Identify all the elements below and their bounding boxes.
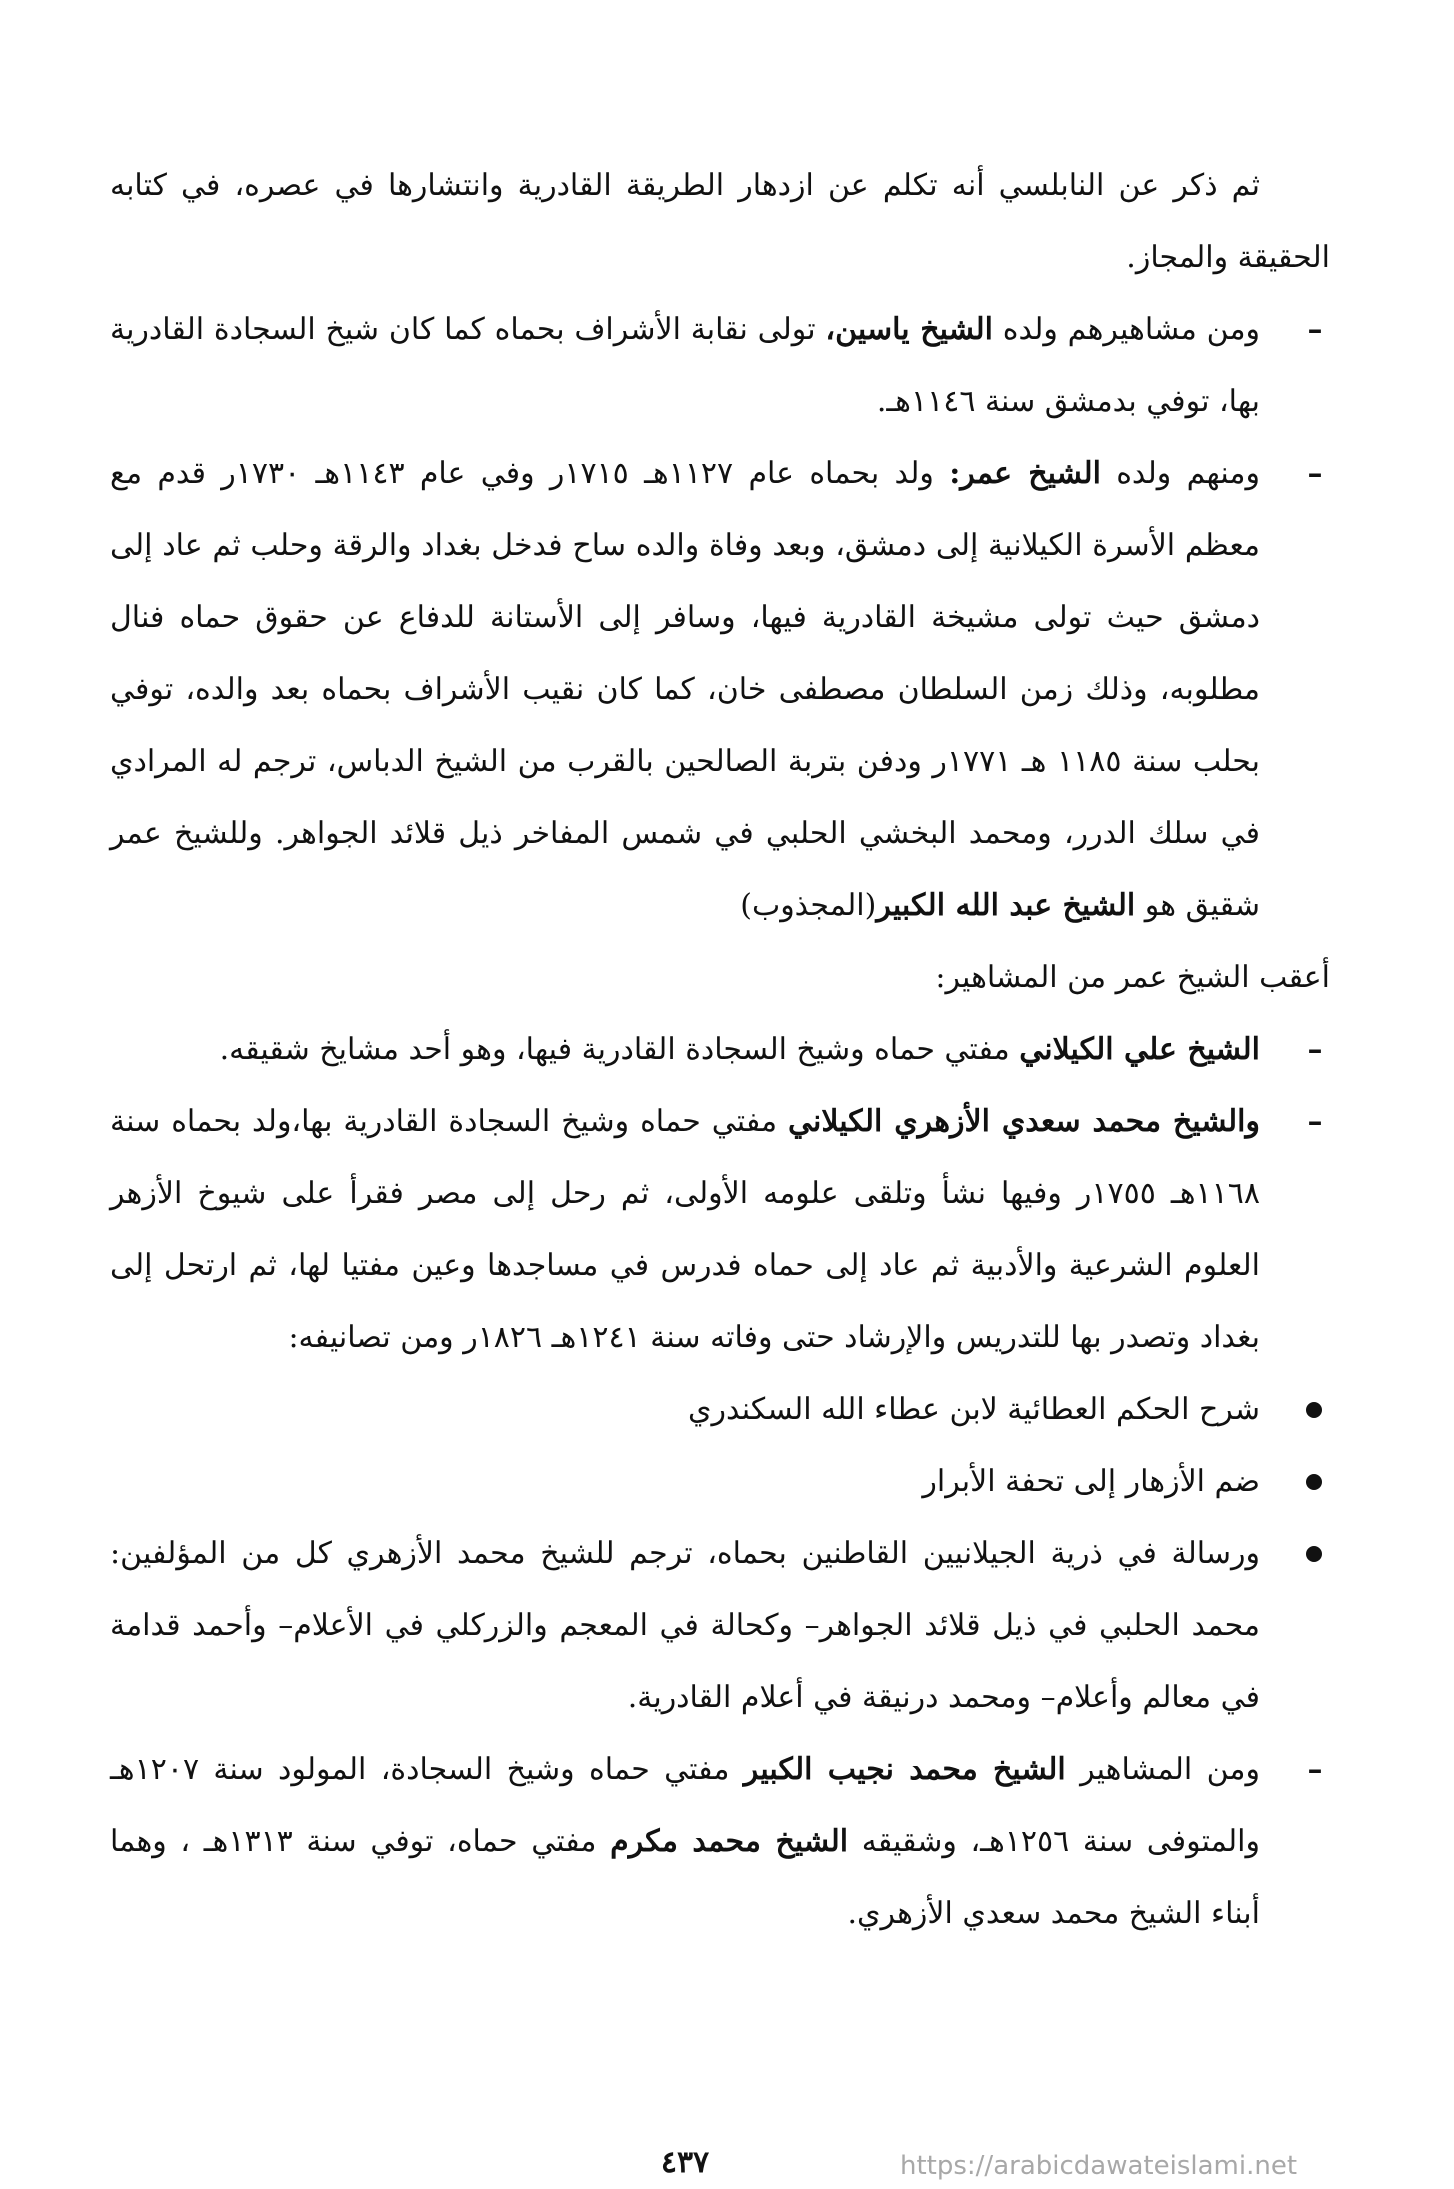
entry-text: تولى نقابة الأشراف بحماه كما كان شيخ السجادة القادرية بها، توفي بدمشق سنة ١١٤٦هـ. bbox=[110, 312, 1260, 419]
works-list-item bbox=[110, 1518, 1330, 1734]
dash-marker: – bbox=[1307, 1752, 1323, 1787]
dash-marker: – bbox=[1307, 1104, 1323, 1139]
dash-marker: – bbox=[1307, 1032, 1323, 1067]
entry-name: الشيخ ياسين، bbox=[825, 312, 993, 347]
intro-paragraph: ثم ذكر عن النابلسي أنه تكلم عن ازدهار الطريقة القادرية وانتشارها في عصره، في كتابه الحقيقة والمجاز. bbox=[110, 168, 1330, 275]
entry-name: الشيخ محمد نجيب الكبير bbox=[743, 1752, 1066, 1787]
entry-name: الشيخ محمد مكرم bbox=[610, 1824, 849, 1859]
website-watermark[interactable]: https://arabicdawateislami.net bbox=[900, 2151, 1298, 2181]
entry-text: مفتي حماه وشيخ السجادة القادرية فيها، وهو أحد مشايخ شقيقه. bbox=[219, 1032, 1020, 1067]
entry-name: الشيخ عبد الله الكبير bbox=[876, 888, 1136, 923]
entry-text: (المجذوب) bbox=[740, 888, 877, 923]
entry-sheikh-yasin bbox=[110, 294, 1330, 438]
works-list-item bbox=[110, 1374, 1330, 1446]
page-footer bbox=[0, 2145, 1454, 2185]
bullet-icon bbox=[1306, 1402, 1322, 1418]
entry-name: الشيخ عمر: bbox=[949, 456, 1101, 491]
entry-text: مفتي حماه، توفي سنة ١٣١٣هـ ، وهما أبناء الشيخ محمد سعدي الأزهري. bbox=[110, 1824, 1260, 1931]
entry-text: ومن المشاهير bbox=[1065, 1752, 1260, 1787]
list-item-text: ورسالة في ذرية الجيلانيين القاطنين بحماه، ترجم للشيخ محمد الأزهري كل من المؤلفين: محمد الحلبي في ذيل قلائد الجواهر– وكحالة في المعجم والزركلي في الأعلام– وأحمد قدامة في معالم وأعلام– ومحمد درنيقة في أعلام القادرية. bbox=[110, 1536, 1260, 1715]
entry-name: والشيخ محمد سعدي الأزهري الكيلاني bbox=[788, 1104, 1260, 1139]
entry-text: مفتي حماه وشيخ السجادة، المولود سنة ١٢٠٧هـ والمتوفى سنة ١٢٥٦هـ، وشقيقه bbox=[110, 1752, 1260, 1859]
bullet-icon bbox=[1306, 1546, 1322, 1562]
entry-text: مفتي حماه وشيخ السجادة القادرية بها،ولد بحماه سنة ١١٦٨هـ ١٧٥٥ر وفيها نشأ وتلقى علومه الأولى، ثم رحل إلى مصر فقرأ على شيوخ الأزهر العلوم الشرعية والأدبية ثم عاد إلى حماه فدرس في مساجدها وعين مفتيا لها، ثم ارتحل إلى بغداد وتصدر بها للتدريس والإرشاد حتى وفاته سنة ١٢٤١هـ ١٨٢٦ر ومن تصانيفه: bbox=[110, 1104, 1260, 1355]
descendants-heading: أعقب الشيخ عمر من المشاهير: bbox=[935, 960, 1330, 995]
list-item-text: شرح الحكم العطائية لابن عطاء الله السكندري bbox=[688, 1392, 1260, 1427]
entry-sheikh-omar bbox=[110, 438, 1330, 942]
list-item-text: ضم الأزهار إلى تحفة الأبرار bbox=[922, 1464, 1260, 1499]
entry-text: ومن مشاهيرهم ولده bbox=[992, 312, 1261, 347]
entry-name: الشيخ علي الكيلاني bbox=[1019, 1032, 1260, 1067]
page-body bbox=[110, 150, 1330, 1950]
entry-sheikh-ali bbox=[110, 1014, 1330, 1086]
dash-marker: – bbox=[1307, 312, 1323, 347]
entry-sheikh-saadi bbox=[110, 1086, 1330, 1374]
dash-marker: – bbox=[1307, 456, 1323, 491]
entry-text: ومنهم ولده bbox=[1100, 456, 1260, 491]
page-number: ٤٣٧ bbox=[660, 2145, 710, 2180]
entry-sheikh-najib bbox=[110, 1734, 1330, 1950]
bullet-icon bbox=[1306, 1474, 1322, 1490]
works-list-item bbox=[110, 1446, 1330, 1518]
entry-text: ولد بحماه عام ١١٢٧هـ ١٧١٥ر وفي عام ١١٤٣هـ ١٧٣٠ر قدم مع معظم الأسرة الكيلانية إلى دمشق، وبعد وفاة والده ساح فدخل بغداد والرقة وحلب ثم عاد إلى دمشق حيث تولى مشيخة القادرية فيها، وسافر إلى الأستانة للدفاع عن حقوق حماه فنال مطلوبه، وذلك زمن السلطان مصطفى خان، كما كان نقيب الأشراف بحماه بعد والده، توفي بحلب سنة ١١٨٥ هـ ١٧٧١ر ودفن بتربة الصالحين بالقرب من الشيخ الدباس، ترجم له المرادي في سلك الدرر، ومحمد البخشي الحلبي في شمس المفاخر ذيل قلائد الجواهر. وللشيخ عمر شقيق هو bbox=[110, 456, 1261, 923]
